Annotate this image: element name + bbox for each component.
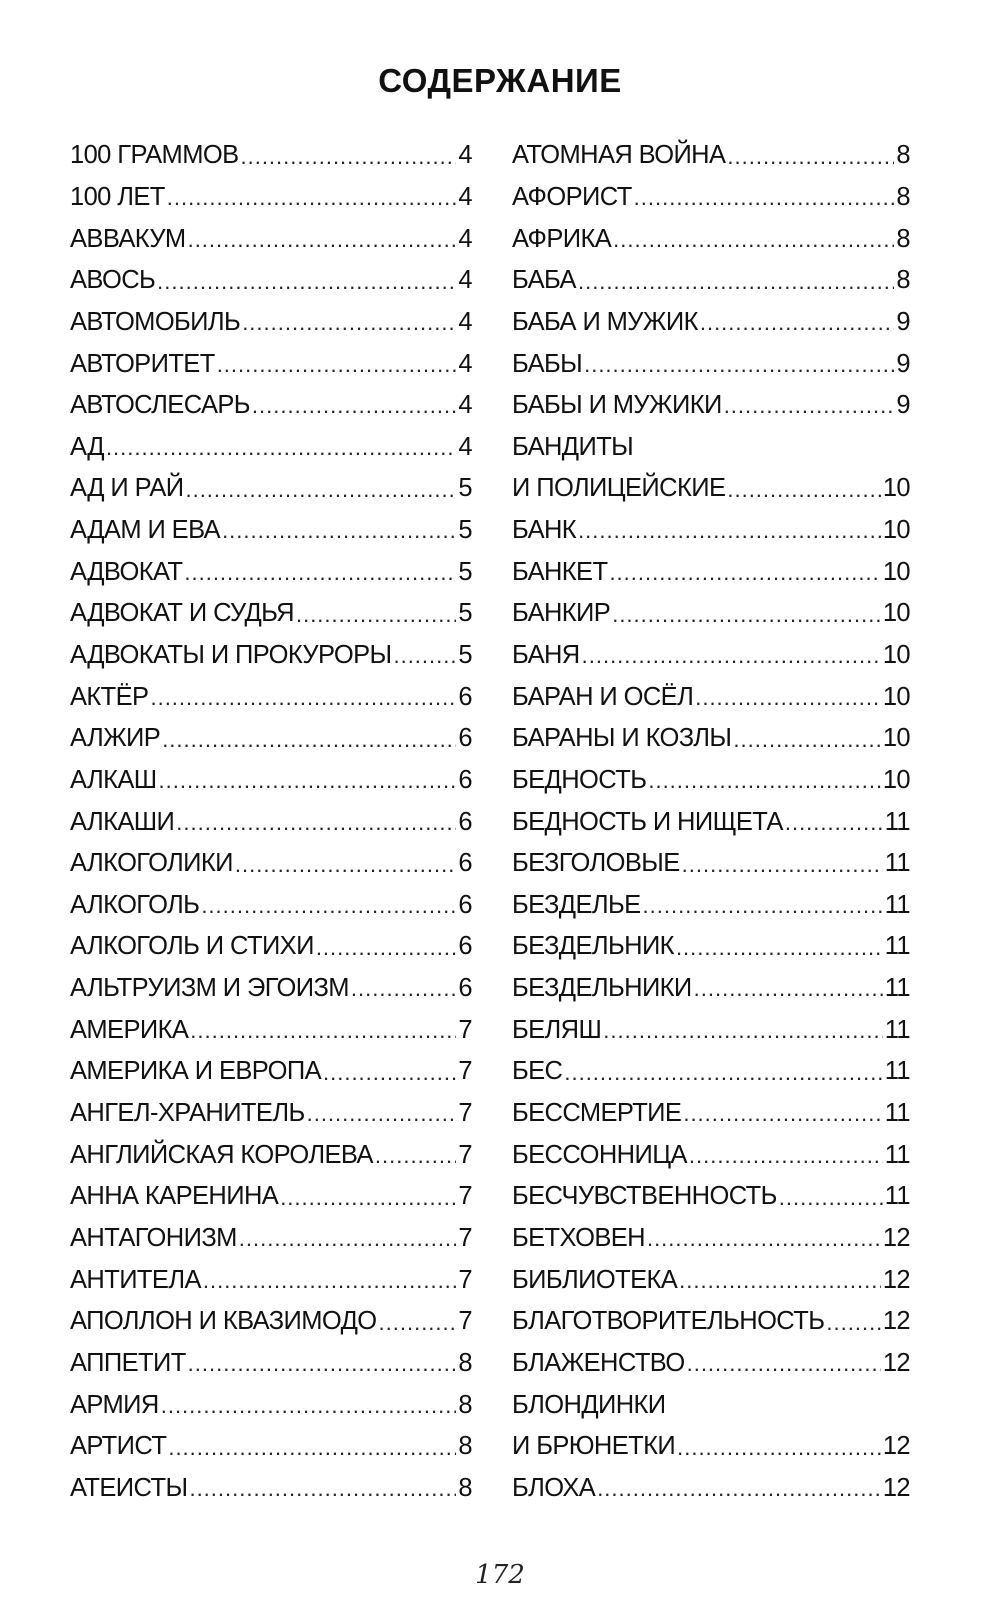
toc-right-column (512, 135, 910, 1509)
toc-entry-page: 4 (458, 349, 472, 378)
toc-entry-page: 7 (458, 1182, 472, 1211)
toc-entry-label: АЛКОГОЛИКИ (70, 849, 233, 878)
dot-leader (733, 727, 880, 760)
dot-leader (785, 810, 883, 843)
toc-entry-page: 10 (882, 724, 910, 753)
dot-leader (106, 435, 456, 468)
toc-entry-page: 9 (896, 391, 910, 420)
dot-leader (694, 976, 883, 1009)
toc-entry (512, 177, 910, 219)
toc-entry (70, 1093, 472, 1135)
toc-entry (70, 426, 472, 468)
dot-leader (323, 1060, 456, 1093)
toc-entry-label: БЕСЧУВСТВЕННОСТЬ (512, 1182, 777, 1211)
toc-entry-label: БЕЛЯШ (512, 1015, 602, 1044)
toc-entry-page: 11 (884, 807, 910, 836)
dot-leader (150, 685, 456, 718)
toc-entry (70, 551, 472, 593)
toc-entry-page: 7 (458, 1307, 472, 1336)
toc-entry-page: 9 (896, 307, 910, 336)
dot-leader (188, 1351, 457, 1384)
toc-entry (70, 968, 472, 1010)
toc-entry (512, 343, 910, 385)
toc-entry-label: БЕЗДЕЛЬНИКИ (512, 974, 692, 1003)
toc-entry-page: 11 (884, 890, 910, 919)
toc-entry-page: 12 (882, 1473, 910, 1502)
dot-leader (727, 477, 880, 510)
dot-leader (157, 269, 456, 302)
toc-entry-page: 4 (458, 391, 472, 420)
toc-entry-label: АЛКАШИ (70, 807, 175, 836)
toc-entry (70, 510, 472, 552)
toc-entry-label: АЛЖИР (70, 724, 161, 753)
dot-leader (351, 976, 457, 1009)
toc-entry (512, 426, 910, 468)
toc-entry-label: АДВОКАТ И СУДЬЯ (70, 599, 294, 628)
toc-entry-label: АВТОСЛЕСАРЬ (70, 391, 250, 420)
toc-entry (70, 177, 472, 219)
toc-entry-page: 11 (884, 1015, 910, 1044)
dot-leader (609, 560, 880, 593)
toc-entry-page: 6 (458, 682, 472, 711)
toc-entry (512, 926, 910, 968)
dot-leader (222, 518, 456, 551)
toc-entry (512, 968, 910, 1010)
toc-entry-page: 11 (884, 1182, 910, 1211)
toc-entry (70, 468, 472, 510)
toc-entry-page: 7 (458, 1015, 472, 1044)
toc-entry-label: БЕДНОСТЬ (512, 765, 647, 794)
toc-entry-page: 10 (882, 765, 910, 794)
toc-entry-label: АВТОРИТЕТ (70, 349, 215, 378)
toc-entry-label: АФРИКА (512, 224, 612, 253)
toc-entry (512, 593, 910, 635)
toc-entry-page: 10 (882, 474, 910, 503)
toc-entry-label: БАБА (512, 266, 576, 295)
toc-left-column (70, 135, 472, 1509)
toc-entry-page: 11 (884, 932, 910, 961)
toc-entry-label: БЕЗДЕЛЬНИК (512, 932, 674, 961)
dot-leader (167, 185, 457, 218)
dot-leader (582, 643, 881, 676)
toc-entry-page: 7 (458, 1099, 472, 1128)
dot-leader (682, 852, 883, 885)
toc-entry (512, 635, 910, 677)
toc-entry-label: АРТИСТ (70, 1432, 167, 1461)
dot-leader (184, 560, 456, 593)
dot-leader (700, 310, 895, 343)
toc-entry-page: 5 (458, 516, 472, 545)
toc-entry (512, 260, 910, 302)
toc-entry (512, 1301, 910, 1343)
toc-entry (70, 1468, 472, 1510)
dot-leader (727, 144, 894, 177)
toc-entry-label: АДВОКАТЫ И ПРОКУРОРЫ (70, 641, 392, 669)
toc-entry-label: АННА КАРЕНИНА (70, 1182, 279, 1211)
dot-leader (280, 1185, 456, 1218)
dot-leader (168, 1435, 456, 1468)
dot-leader (235, 852, 457, 885)
toc-entry (512, 302, 910, 344)
toc-entry-label: АДАМ И ЕВА (70, 516, 221, 545)
toc-entry (70, 1301, 472, 1343)
toc-entry (70, 218, 472, 260)
dot-leader (578, 518, 881, 551)
dot-leader (162, 727, 456, 760)
toc-entry-label: БЛАГОТВОРИТЕЛЬНОСТЬ (512, 1307, 825, 1336)
dot-leader (724, 393, 895, 426)
toc-entry (512, 1426, 910, 1468)
toc-entry (70, 302, 472, 344)
toc-entry (512, 1176, 910, 1218)
dot-leader (375, 1143, 457, 1176)
dot-leader (647, 1226, 881, 1259)
dot-leader (188, 227, 457, 260)
toc-entry-label: БЕДНОСТЬ И НИЩЕТА (512, 807, 783, 836)
dot-leader (597, 1476, 881, 1509)
toc-entry-label: 100 ГРАММОВ (70, 141, 239, 170)
toc-entry-page: 7 (458, 1265, 472, 1294)
toc-entry-label: АПОЛЛОН И КВАЗИМОДО (70, 1307, 377, 1336)
toc-entry-label: БЛАЖЕНСТВО (512, 1348, 685, 1377)
toc-entry-page: 12 (882, 1307, 910, 1336)
toc-entry (70, 1176, 472, 1218)
dot-leader (393, 643, 456, 676)
toc-entry (70, 1343, 472, 1385)
toc-entry (512, 468, 910, 510)
toc-entry-page: 4 (458, 266, 472, 295)
toc-entry-page: 12 (882, 1223, 910, 1252)
toc-entry-label: АППЕТИТ (70, 1348, 186, 1377)
dot-leader (307, 1101, 457, 1134)
toc-entry-label: АЛКОГОЛЬ И СТИХИ (70, 932, 314, 961)
dot-leader (643, 893, 883, 926)
toc-entry-page: 8 (896, 224, 910, 253)
toc-entry (70, 801, 472, 843)
dot-leader (161, 1393, 457, 1426)
toc-entry (512, 1384, 910, 1426)
toc-entry-label: АНГЛИЙСКАЯ КОРОЛЕВА (70, 1140, 373, 1169)
dot-leader (603, 1018, 882, 1051)
toc-entry-label: АРМИЯ (70, 1390, 159, 1419)
page-title: СОДЕРЖАНИЕ (378, 62, 622, 99)
toc-entry-label: БИБЛИОТЕКА (512, 1265, 678, 1294)
toc-entry-page: 4 (458, 141, 472, 170)
toc-entry-label: БАНДИТЫ (512, 432, 634, 461)
toc-entry-page: 8 (896, 182, 910, 211)
toc-entry-page: 9 (896, 349, 910, 378)
toc-entry-label: БЕССОННИЦА (512, 1140, 687, 1169)
dot-leader (564, 1060, 882, 1093)
dot-leader (683, 1101, 882, 1134)
toc-entry (70, 593, 472, 635)
toc-entry-label: БЕССМЕРТИЕ (512, 1099, 682, 1128)
toc-entry (70, 760, 472, 802)
dot-leader (189, 1476, 456, 1509)
toc-entry-page: 11 (884, 1099, 910, 1128)
toc-entry-label: БЕТХОВЕН (512, 1223, 645, 1252)
toc-entry (512, 760, 910, 802)
toc-entry (70, 1051, 472, 1093)
toc-entry-page: 6 (458, 932, 472, 961)
toc-entry-label: АТОМНАЯ ВОЙНА (512, 141, 726, 170)
toc-entry-label: АТЕИСТЫ (70, 1473, 188, 1502)
toc-entry-page: 12 (882, 1432, 910, 1461)
toc-entry-page: 12 (882, 1348, 910, 1377)
toc-entry-page: 10 (882, 516, 910, 545)
toc-entry (70, 260, 472, 302)
dot-leader (695, 685, 881, 718)
dot-leader (201, 893, 456, 926)
toc-entry-label: И ПОЛИЦЕЙСКИЕ (512, 474, 726, 503)
toc-entry-label: БАНКЕТ (512, 557, 608, 586)
toc-entry-label: БЛОНДИНКИ (512, 1390, 666, 1419)
dot-leader (316, 935, 457, 968)
toc-entry-label: БЕС (512, 1057, 563, 1086)
toc-entry-page: 4 (458, 224, 472, 253)
toc-entry-label: АДВОКАТ (70, 557, 183, 586)
toc-entry (512, 1009, 910, 1051)
toc-entry-page: 8 (458, 1473, 472, 1502)
toc-entry (512, 1051, 910, 1093)
dot-leader (613, 227, 894, 260)
toc-entry (70, 135, 472, 177)
toc-entry (512, 801, 910, 843)
toc-entry-label: АНТИТЕЛА (70, 1265, 201, 1294)
toc-entry-page: 11 (884, 1057, 910, 1086)
toc-entry-page: 6 (458, 807, 472, 836)
toc-entry-page: 4 (458, 182, 472, 211)
dot-leader (648, 768, 880, 801)
toc-entry-page: 10 (882, 599, 910, 628)
dot-leader (677, 1435, 881, 1468)
toc-entry (512, 1468, 910, 1510)
toc-entry (70, 676, 472, 718)
toc-entry-page: 10 (882, 557, 910, 586)
toc-entry-label: БАНЯ (512, 641, 580, 669)
toc-entry (70, 635, 472, 677)
toc-entry-page: 6 (458, 974, 472, 1003)
toc-entry (512, 843, 910, 885)
toc-entry (70, 1134, 472, 1176)
toc-entry-page: 10 (882, 682, 910, 711)
toc-entry-page: 10 (882, 641, 910, 669)
toc-entry-label: И БРЮНЕТКИ (512, 1432, 676, 1461)
toc-entry (512, 551, 910, 593)
toc-entry-label: АМЕРИКА (70, 1015, 189, 1044)
dot-leader (676, 935, 883, 968)
toc-entry-label: АКТЁР (70, 682, 149, 711)
toc-entry-label: АМЕРИКА И ЕВРОПА (70, 1057, 321, 1086)
dot-leader (242, 310, 456, 343)
dot-leader (239, 1226, 457, 1259)
toc-entry (70, 843, 472, 885)
dot-leader (612, 602, 881, 635)
toc-entry (512, 510, 910, 552)
toc-entry (512, 1134, 910, 1176)
toc-entry-label: БЕЗГОЛОВЫЕ (512, 849, 680, 878)
dot-leader (584, 352, 894, 385)
toc-entry (70, 1384, 472, 1426)
toc-entry-label: АВТОМОБИЛЬ (70, 307, 241, 336)
toc-entry (70, 926, 472, 968)
toc-entry-label: АД (70, 432, 104, 461)
toc-entry-page: 5 (458, 641, 472, 669)
toc-entry-page: 8 (896, 141, 910, 170)
toc-entry (512, 135, 910, 177)
toc-entry-page: 8 (458, 1390, 472, 1419)
toc-entry-label: БАНК (512, 516, 577, 545)
dot-leader (634, 185, 895, 218)
dot-leader (826, 1310, 880, 1343)
toc-entry-label: АВВАКУМ (70, 224, 186, 253)
toc-entry-page: 11 (884, 1140, 910, 1169)
toc-entry-page: 8 (458, 1432, 472, 1461)
toc-entry-page: 7 (458, 1223, 472, 1252)
toc-entry-label: БАНКИР (512, 599, 611, 628)
toc-entry (512, 218, 910, 260)
toc-entry (512, 1343, 910, 1385)
toc-entry (512, 676, 910, 718)
toc-entry (512, 385, 910, 427)
toc-entry-page: 6 (458, 765, 472, 794)
toc-entry-page: 4 (458, 432, 472, 461)
toc-entry-page: 8 (896, 266, 910, 295)
toc-entry-label: АФОРИСТ (512, 182, 632, 211)
toc-entry-label: АЛКАШ (70, 765, 157, 794)
dot-leader (185, 477, 456, 510)
dot-leader (203, 1268, 457, 1301)
toc-entry (70, 718, 472, 760)
toc-entry-label: БЛОХА (512, 1473, 596, 1502)
dot-leader (687, 1351, 881, 1384)
toc-entry (70, 343, 472, 385)
toc-entry-label: БЕЗДЕЛЬЕ (512, 890, 641, 919)
dot-leader (176, 810, 456, 843)
toc-entry (70, 885, 472, 927)
toc-entry-page: 7 (458, 1057, 472, 1086)
toc-entry-page: 6 (458, 890, 472, 919)
toc-entry (512, 1218, 910, 1260)
toc-entry-page: 6 (458, 849, 472, 878)
dot-leader (779, 1185, 883, 1218)
toc-entry-label: АНТАГОНИЗМ (70, 1223, 237, 1252)
toc-entry-page: 5 (458, 599, 472, 628)
toc-entry-page: 5 (458, 474, 472, 503)
toc-entry-page: 11 (884, 849, 910, 878)
toc-entry-label: АНГЕЛ-ХРАНИТЕЛЬ (70, 1099, 305, 1128)
toc-entry-page: 12 (882, 1265, 910, 1294)
toc-entry (512, 1093, 910, 1135)
toc-entry-page: 11 (884, 974, 910, 1003)
toc-entry (70, 385, 472, 427)
dot-leader (240, 144, 456, 177)
toc-entry-label: БАРАНЫ И КОЗЛЫ (512, 724, 732, 753)
toc-entry (70, 1009, 472, 1051)
toc-entry (512, 718, 910, 760)
dot-leader (296, 602, 456, 635)
toc-entry-label: БАБЫ И МУЖИКИ (512, 391, 722, 420)
toc-entry-label: БАБА И МУЖИК (512, 307, 698, 336)
page-number: 172 (475, 1560, 525, 1590)
toc-entry (70, 1426, 472, 1468)
dot-leader (159, 768, 457, 801)
dot-leader (252, 393, 457, 426)
toc-entry-page: 6 (458, 724, 472, 753)
toc-entry-label: АВОСЬ (70, 266, 156, 295)
toc-entry-label: АЛЬТРУИЗМ И ЭГОИЗМ (70, 974, 349, 1003)
dot-leader (689, 1143, 883, 1176)
dot-leader (578, 269, 894, 302)
toc-entry-page: 5 (458, 557, 472, 586)
toc-entry (70, 1218, 472, 1260)
dot-leader (190, 1018, 456, 1051)
dot-leader (379, 1310, 457, 1343)
toc-entry (512, 1259, 910, 1301)
toc-entry-label: АД И РАЙ (70, 474, 184, 503)
toc-entry-label: 100 ЛЕТ (70, 182, 165, 211)
dot-leader (679, 1268, 881, 1301)
toc-entry-page: 4 (458, 307, 472, 336)
toc-entry-page: 7 (458, 1140, 472, 1169)
dot-leader (217, 352, 457, 385)
toc-entry-label: АЛКОГОЛЬ (70, 890, 200, 919)
toc-entry-page: 8 (458, 1348, 472, 1377)
toc-entry (512, 885, 910, 927)
toc-entry-label: БАБЫ (512, 349, 583, 378)
toc-entry (70, 1259, 472, 1301)
toc-entry-label: БАРАН И ОСЁЛ (512, 682, 694, 711)
